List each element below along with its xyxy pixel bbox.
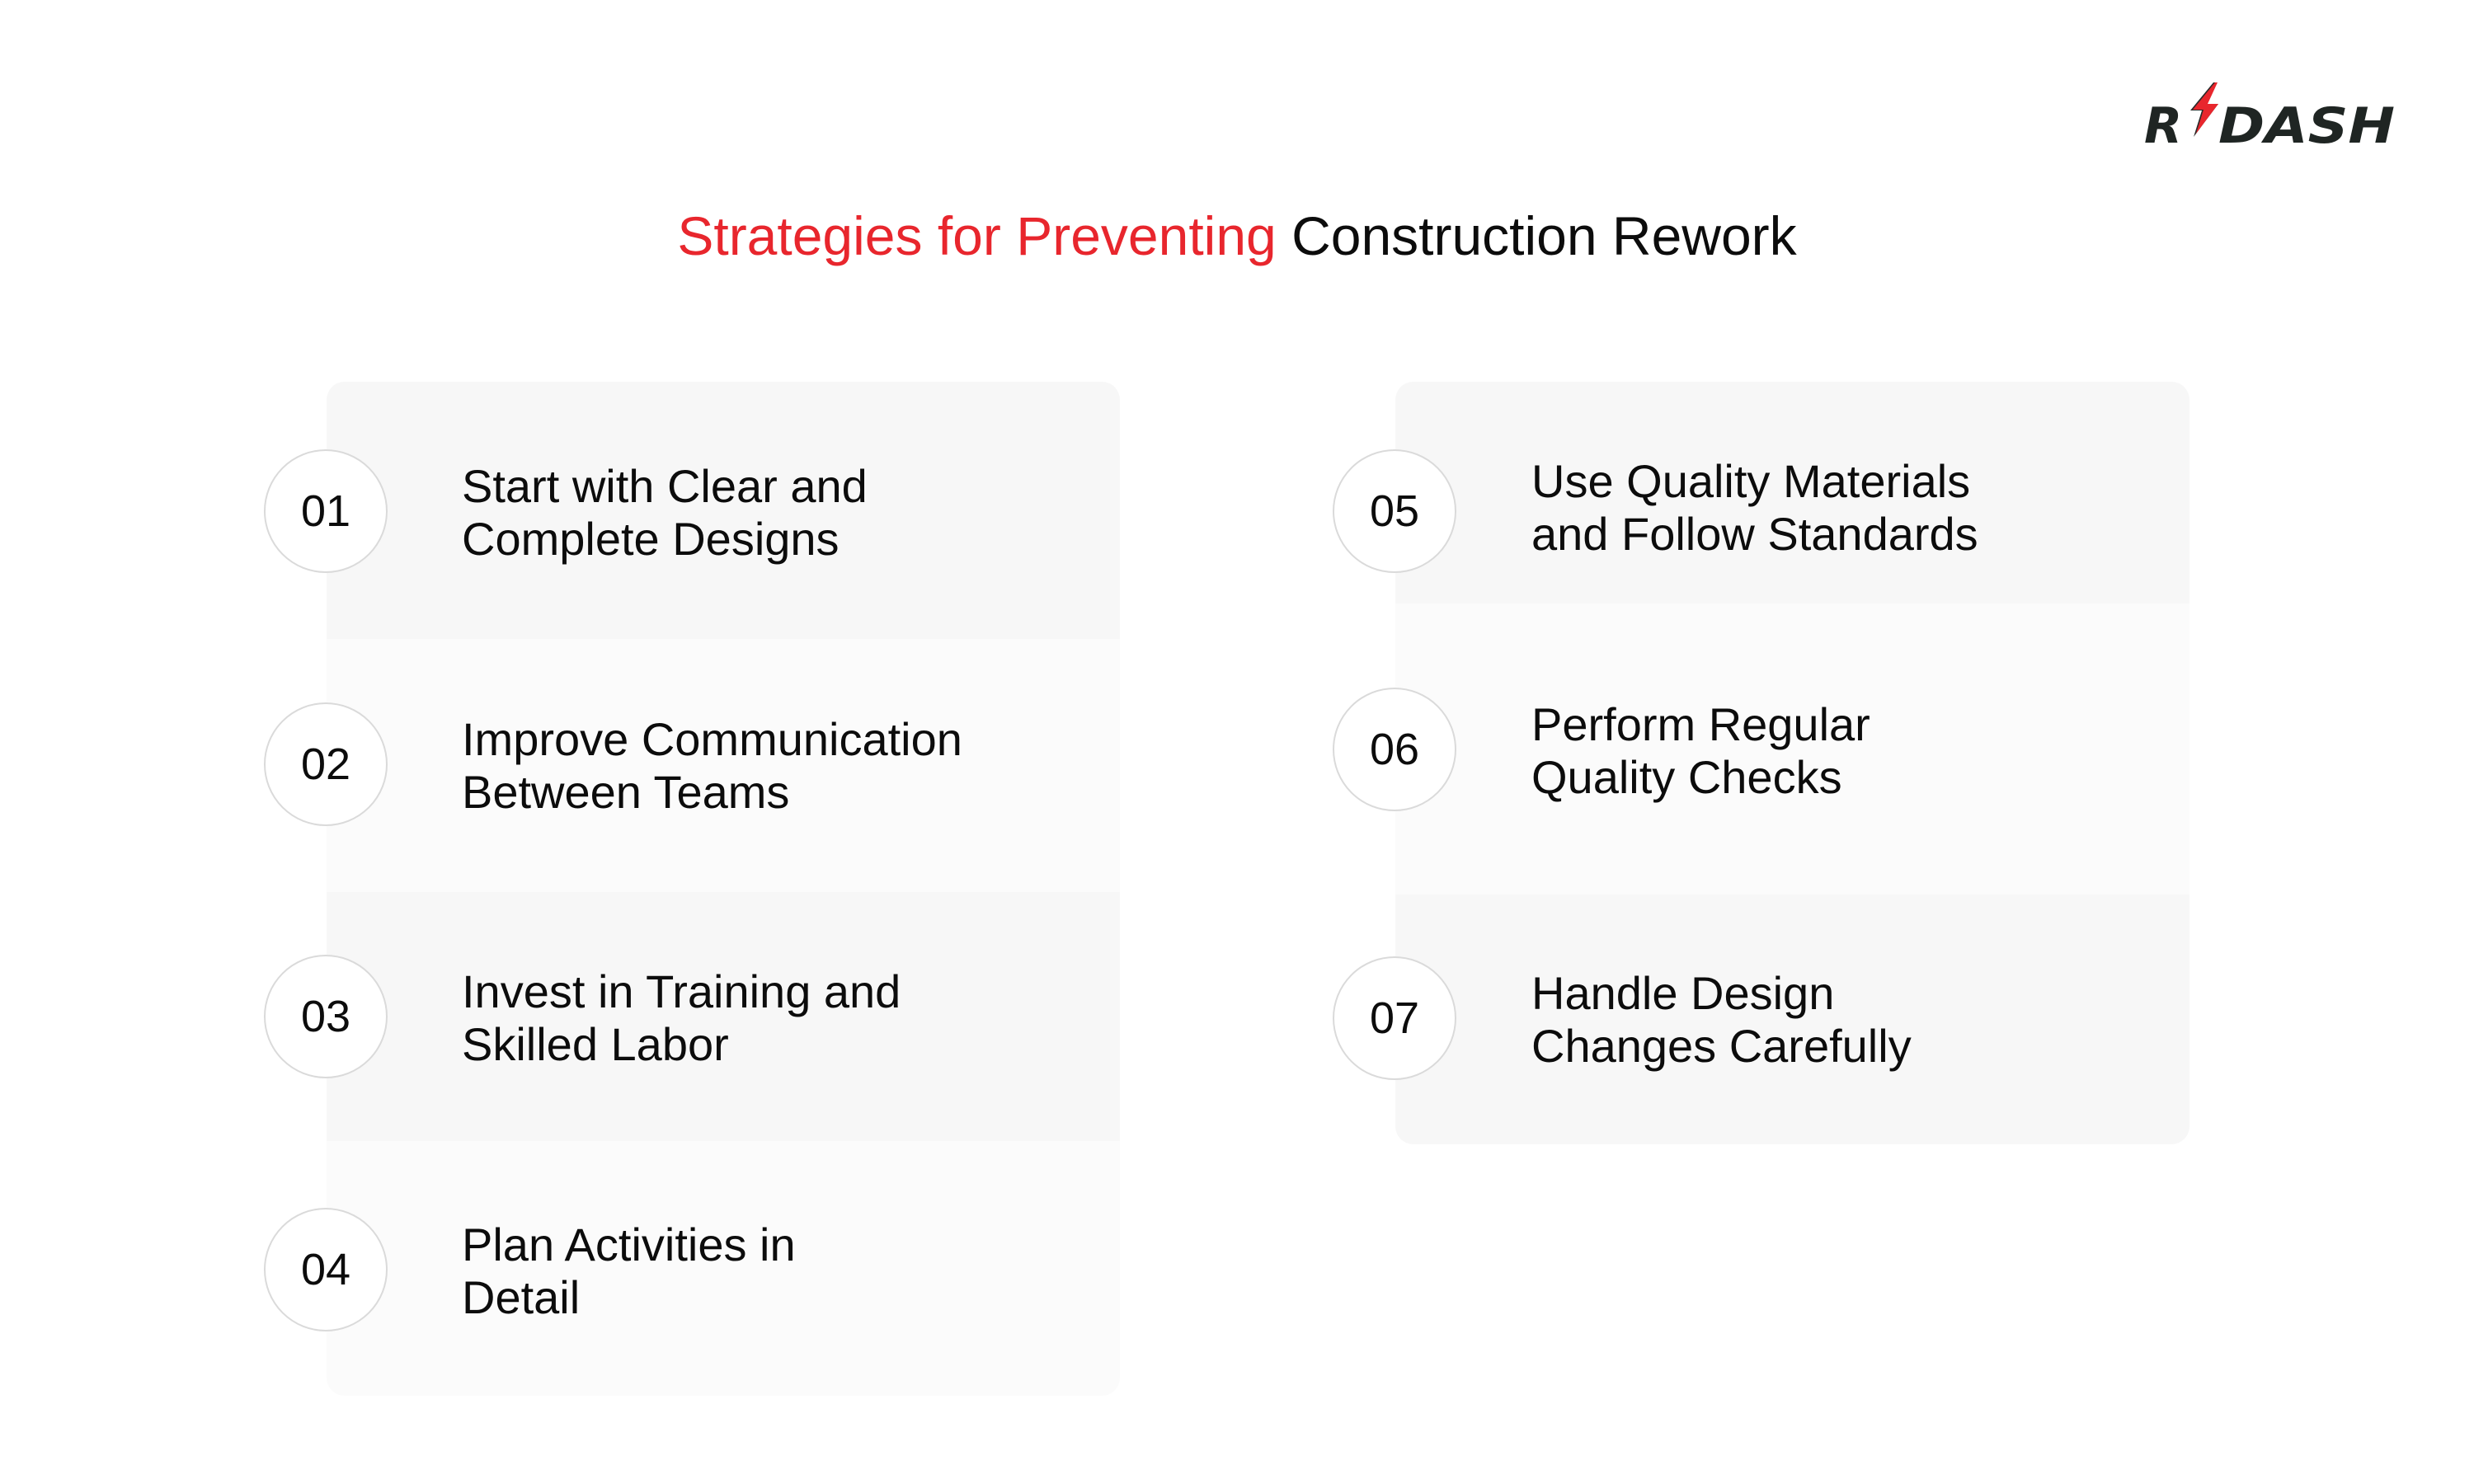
strategy-text-line: Plan Activities in (462, 1219, 796, 1270)
number-badge-06: 06 (1333, 688, 1456, 811)
strategy-text-06 (1531, 698, 1870, 804)
strategy-text-05 (1531, 455, 1978, 561)
logo-wordmark: DASH (2218, 97, 2395, 148)
rdash-logo-mark (2142, 79, 2400, 148)
strategy-text-01 (462, 460, 868, 566)
strategy-text-line: and Follow Standards (1531, 508, 1978, 560)
strategy-text-02 (462, 713, 962, 819)
strategy-text-line: Use Quality Materials (1531, 455, 1971, 507)
strategy-text-line: Handle Design (1531, 967, 1835, 1019)
strategy-text-line: Complete Designs (462, 513, 840, 565)
strategy-text-07 (1531, 967, 1912, 1073)
logo-letter-r: R (2144, 97, 2183, 148)
title-accent: Strategies for Preventing (677, 205, 1277, 266)
title-rest: Construction Rework (1291, 205, 1797, 266)
number-badge-05: 05 (1333, 449, 1456, 573)
number-badge-02: 02 (264, 702, 388, 826)
number-badge-03: 03 (264, 955, 388, 1078)
strategy-text-line: Changes Carefully (1531, 1020, 1912, 1072)
strategy-text-line: Improve Communication (462, 713, 962, 765)
strategy-text-line: Between Teams (462, 766, 790, 818)
strategy-text-04 (462, 1219, 796, 1324)
lightning-bolt-icon (2190, 82, 2218, 137)
number-badge-04: 04 (264, 1208, 388, 1331)
strategy-text-line: Invest in Training and (462, 965, 901, 1017)
strategy-text-03 (462, 965, 901, 1071)
number-badge-01: 01 (264, 449, 388, 573)
page-title (0, 201, 2474, 270)
strategy-text-line: Skilled Labor (462, 1018, 729, 1070)
strategy-text-line: Start with Clear and (462, 460, 868, 512)
strategy-text-line: Perform Regular (1531, 698, 1870, 750)
rdash-logo (2142, 79, 2400, 148)
strategy-text-line: Detail (462, 1271, 581, 1323)
strategy-text-line: Quality Checks (1531, 751, 1842, 803)
number-badge-07: 07 (1333, 956, 1456, 1080)
